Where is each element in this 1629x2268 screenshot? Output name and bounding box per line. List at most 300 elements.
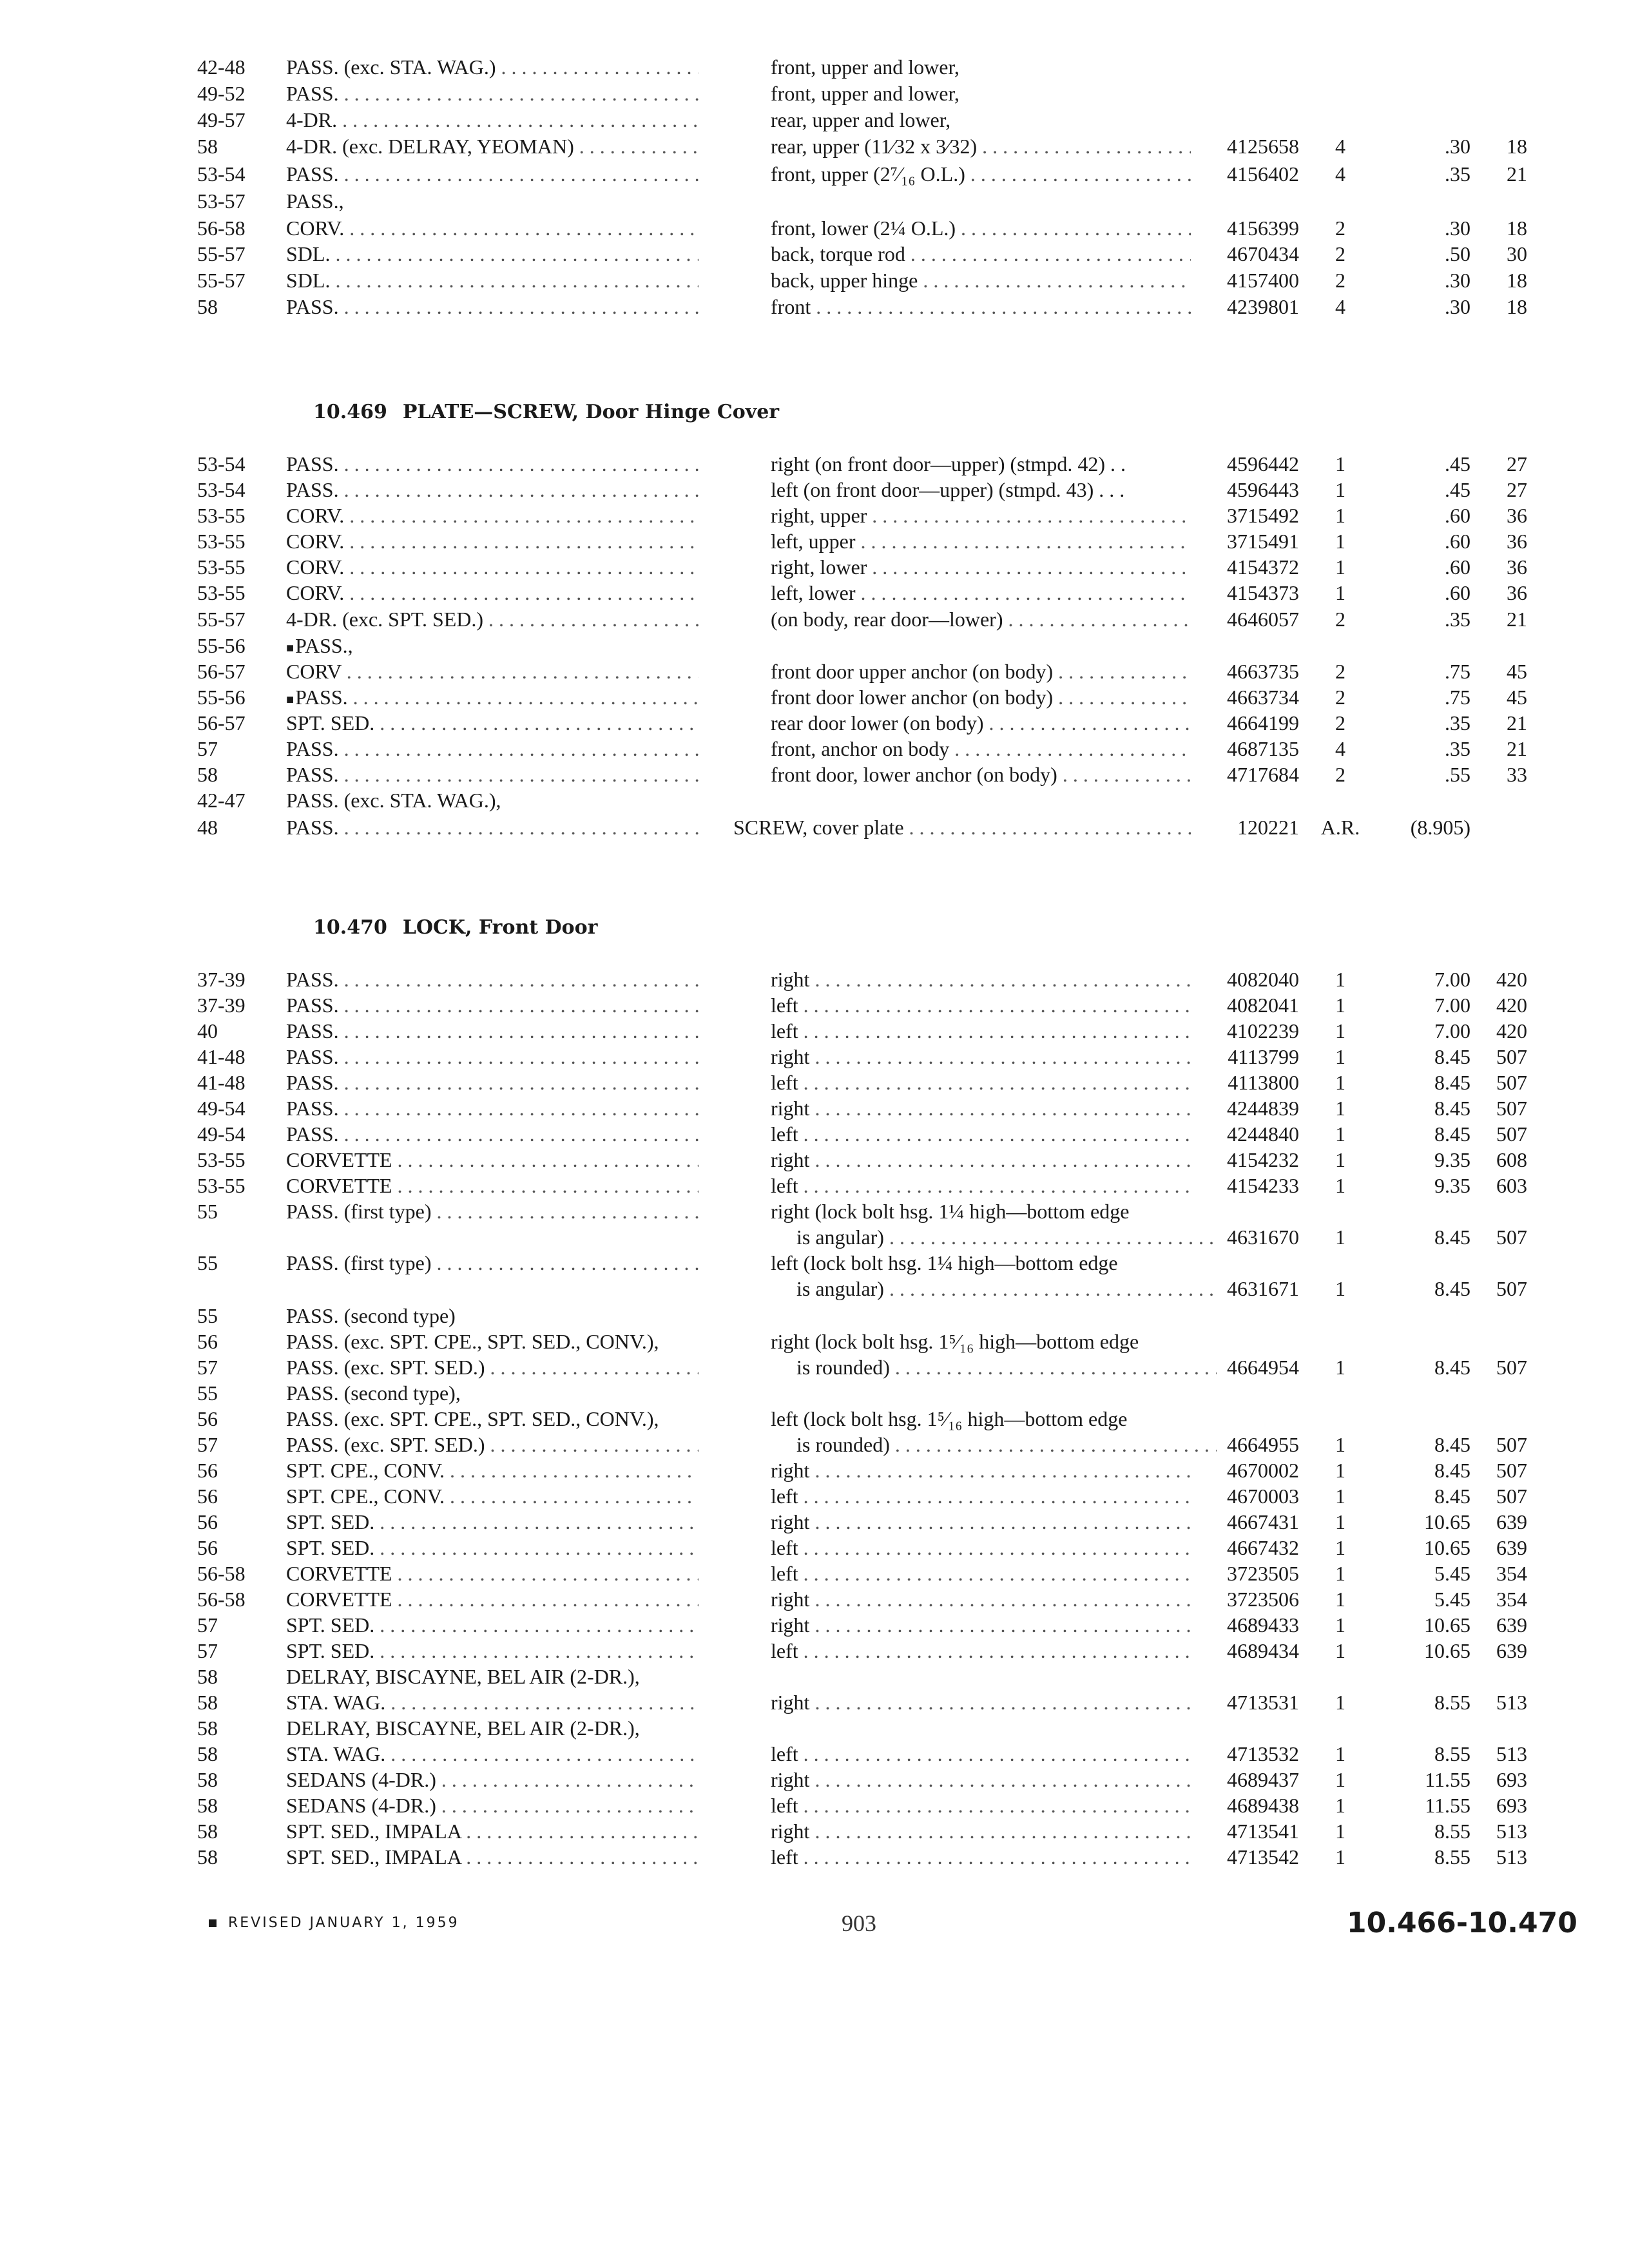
quantity: 2 — [1335, 711, 1345, 735]
part-number: 4713532 — [1227, 1742, 1299, 1765]
flat-rate: 513 — [1496, 1742, 1527, 1765]
model-text: PASS. (exc. SPT. CPE., SPT. SED., CONV.), — [286, 1330, 659, 1353]
flat-rate: 21 — [1507, 711, 1527, 735]
part-number: 4244839 — [1227, 1097, 1299, 1120]
model-year: 37-39 — [197, 968, 246, 991]
model-year: 58 — [197, 763, 218, 786]
flat-rate: 639 — [1496, 1536, 1527, 1559]
part-number: 4689434 — [1227, 1639, 1299, 1662]
list-price: 8.55 — [1434, 1742, 1470, 1765]
model-year: 57 — [197, 1433, 218, 1456]
model-text: PASS. (exc. SPT. CPE., SPT. SED., CONV.), — [286, 1407, 659, 1430]
flat-rate: 507 — [1496, 1356, 1527, 1379]
model-year: 56 — [197, 1330, 218, 1353]
model-application — [286, 294, 699, 320]
model-application — [286, 1354, 699, 1380]
quantity: 1 — [1335, 1510, 1345, 1533]
model-text: PASS. — [286, 1097, 339, 1120]
flat-rate: 36 — [1507, 555, 1527, 579]
model-year: 58 — [197, 1794, 218, 1817]
model-year: 58 — [197, 1691, 218, 1714]
model-text: PASS. — [286, 737, 339, 760]
part-description: right . . . — [771, 966, 1191, 992]
model-text: CORV. — [286, 504, 345, 527]
model-text: SPT. SED. — [286, 1613, 375, 1637]
list-price: 8.45 — [1434, 1071, 1470, 1094]
list-price: 11.55 — [1425, 1768, 1470, 1791]
model-text: PASS., — [295, 634, 353, 657]
flat-rate: 33 — [1507, 763, 1527, 786]
list-price: .55 — [1445, 763, 1470, 786]
parts-row — [0, 658, 1629, 684]
parts-row — [0, 1715, 1629, 1741]
revised-marker-icon: ■ — [286, 692, 294, 707]
model-text: SDL. — [286, 242, 331, 265]
model-application — [286, 762, 699, 787]
model-year: 58 — [197, 295, 218, 318]
model-application — [286, 1792, 699, 1818]
parts-row — [0, 1276, 1629, 1302]
part-description: left (on front door—upper) (stmpd. 43) . . . — [771, 478, 1125, 501]
part-description: left . . . — [771, 992, 1191, 1018]
model-text: CORVETTE — [286, 1148, 392, 1171]
revised-marker-icon: ■ — [286, 640, 294, 655]
model-text: PASS. — [286, 478, 339, 501]
parts-row — [0, 1612, 1629, 1638]
model-year: 55 — [197, 1251, 218, 1274]
section-number: 10.469 — [313, 401, 387, 423]
part-number: 3715491 — [1227, 530, 1299, 553]
flat-rate: 36 — [1507, 530, 1527, 553]
quantity: 1 — [1335, 530, 1345, 553]
revision-text: REVISED JANUARY 1, 1959 — [228, 1915, 459, 1931]
parts-row — [0, 1224, 1629, 1250]
flat-rate: 27 — [1507, 478, 1527, 501]
parts-row — [0, 1741, 1629, 1767]
model-application — [286, 1586, 699, 1612]
model-text: SPT. SED., IMPALA — [286, 1820, 461, 1843]
parts-row — [0, 736, 1629, 762]
model-year: 56-58 — [197, 1588, 246, 1611]
quantity: 2 — [1335, 608, 1345, 631]
part-description: left . . . — [771, 1173, 1191, 1198]
list-price: (8.905) — [1410, 816, 1470, 839]
quantity: A.R. — [1320, 816, 1360, 839]
parts-row — [0, 1406, 1629, 1432]
flat-rate: 420 — [1496, 994, 1527, 1017]
list-price: .75 — [1445, 660, 1470, 683]
list-price: 8.45 — [1434, 1045, 1470, 1068]
part-number: 4239801 — [1227, 295, 1299, 318]
model-text: PASS. — [286, 1045, 339, 1068]
parts-row — [0, 215, 1629, 241]
part-description: left . . . — [771, 1018, 1191, 1044]
model-text: CORV. — [286, 216, 345, 240]
parts-row — [0, 1844, 1629, 1870]
part-number: 4717684 — [1227, 763, 1299, 786]
revision-note — [209, 1907, 459, 1939]
parts-row — [0, 1121, 1629, 1147]
quantity: 1 — [1335, 1148, 1345, 1171]
flat-rate: 639 — [1496, 1613, 1527, 1637]
model-text: CORV. — [286, 555, 345, 579]
parts-row — [0, 992, 1629, 1018]
parts-row — [0, 787, 1629, 813]
part-description: (on body, rear door—lower) . . . — [771, 606, 1191, 632]
model-year: 49-54 — [197, 1122, 246, 1146]
parts-row — [0, 1173, 1629, 1198]
parts-row — [0, 1380, 1629, 1406]
model-text: 4-DR. — [286, 108, 338, 131]
part-number: 4667431 — [1227, 1510, 1299, 1533]
part-number: 4154373 — [1227, 581, 1299, 604]
model-text: SPT. SED., IMPALA — [286, 1845, 461, 1869]
flat-rate: 513 — [1496, 1845, 1527, 1869]
model-text: PASS. (exc. STA. WAG.) — [286, 55, 496, 79]
parts-row — [0, 1198, 1629, 1224]
part-description: front, upper and lower, — [771, 82, 959, 105]
flat-rate: 507 — [1496, 1277, 1527, 1300]
quantity: 2 — [1335, 686, 1345, 709]
flat-rate: 507 — [1496, 1459, 1527, 1482]
flat-rate: 354 — [1496, 1562, 1527, 1585]
parts-row — [0, 1535, 1629, 1561]
model-year: 41-48 — [197, 1045, 246, 1068]
model-text: PASS. — [286, 816, 339, 839]
model-year: 56 — [197, 1536, 218, 1559]
part-description: right . . . — [771, 1689, 1191, 1715]
parts-row — [0, 188, 1629, 214]
list-price: .60 — [1445, 581, 1470, 604]
model-text: 4-DR. (exc. DELRAY, YEOMAN) — [286, 135, 574, 158]
model-year: 53-55 — [197, 530, 246, 553]
part-description: right, upper . . . — [771, 503, 1191, 528]
model-application — [286, 1561, 699, 1586]
section-heading — [313, 915, 597, 941]
section-number: 10.470 — [313, 916, 387, 939]
part-number: 4113799 — [1228, 1045, 1299, 1068]
model-text: CORVETTE — [286, 1174, 392, 1197]
flat-rate: 603 — [1496, 1174, 1527, 1197]
parts-row — [0, 241, 1629, 267]
list-price: .35 — [1445, 711, 1470, 735]
model-text: SPT. SED. — [286, 711, 375, 735]
part-description: right . . . — [771, 1818, 1191, 1844]
quantity: 2 — [1335, 763, 1345, 786]
quantity: 2 — [1335, 242, 1345, 265]
part-description: left . . . — [771, 1121, 1191, 1147]
part-number: 4154372 — [1227, 555, 1299, 579]
model-text: DELRAY, BISCAYNE, BEL AIR (2-DR.), — [286, 1716, 640, 1740]
model-year: 55-57 — [197, 242, 246, 265]
parts-row — [0, 1018, 1629, 1044]
parts-row — [0, 1457, 1629, 1483]
part-description: is rounded) . . . — [771, 1354, 1217, 1380]
parts-row — [0, 1329, 1629, 1354]
quantity: 2 — [1335, 660, 1345, 683]
list-price: 8.55 — [1434, 1691, 1470, 1714]
flat-rate: 36 — [1507, 504, 1527, 527]
model-text: SPT. CPE., CONV. — [286, 1459, 445, 1482]
part-description: right . . . — [771, 1586, 1191, 1612]
quantity: 1 — [1335, 1845, 1345, 1869]
flat-rate: 21 — [1507, 162, 1527, 186]
model-year: 55-57 — [197, 608, 246, 631]
list-price: 8.45 — [1434, 1356, 1470, 1379]
model-application — [286, 133, 699, 159]
model-year: 49-52 — [197, 82, 246, 105]
part-number: 4713531 — [1227, 1691, 1299, 1714]
model-year: 58 — [197, 1820, 218, 1843]
part-number: 3723505 — [1227, 1562, 1299, 1585]
list-price: 10.65 — [1424, 1613, 1470, 1637]
part-description: left (lock bolt hsg. 1⁵⁄₁₆ high—bottom edge — [771, 1407, 1128, 1430]
list-price: 7.00 — [1434, 968, 1470, 991]
model-application — [286, 267, 699, 293]
part-description: front, upper (2⁷⁄₁₆ O.L.) . . . — [771, 161, 1191, 187]
parts-row — [0, 814, 1629, 840]
parts-row — [0, 1044, 1629, 1070]
model-application — [286, 1250, 699, 1276]
part-description: right . . . — [771, 1767, 1191, 1792]
model-application — [286, 1329, 699, 1354]
model-text: CORV — [286, 660, 342, 683]
quantity: 1 — [1335, 1691, 1345, 1714]
model-text: CORVETTE — [286, 1588, 392, 1611]
parts-row — [0, 294, 1629, 320]
flat-rate: 45 — [1507, 686, 1527, 709]
list-price: .75 — [1445, 686, 1470, 709]
model-application — [286, 1303, 699, 1329]
revised-marker-icon — [209, 1919, 217, 1927]
parts-row — [0, 710, 1629, 736]
parts-row — [0, 81, 1629, 106]
parts-row — [0, 1509, 1629, 1535]
model-text: STA. WAG. — [286, 1691, 386, 1714]
model-application — [286, 54, 699, 80]
parts-row — [0, 1483, 1629, 1509]
model-year: 57 — [197, 1356, 218, 1379]
model-application — [286, 451, 699, 477]
part-description: left, upper . . . — [771, 528, 1191, 554]
quantity: 1 — [1335, 581, 1345, 604]
model-text: PASS. — [286, 82, 339, 105]
model-year: 53-55 — [197, 581, 246, 604]
parts-row — [0, 161, 1629, 187]
model-application — [286, 580, 699, 606]
part-description: left . . . — [771, 1561, 1191, 1586]
part-number: 120221 — [1237, 816, 1299, 839]
quantity: 1 — [1335, 1820, 1345, 1843]
part-number: 4689438 — [1227, 1794, 1299, 1817]
model-application — [286, 1147, 699, 1173]
parts-row — [0, 1561, 1629, 1586]
part-description: left . . . — [771, 1638, 1191, 1664]
model-text: CORV. — [286, 581, 345, 604]
model-year: 57 — [197, 1613, 218, 1637]
quantity: 1 — [1335, 1019, 1345, 1043]
part-number: 4631670 — [1227, 1225, 1299, 1249]
part-number: 4713541 — [1227, 1820, 1299, 1843]
model-application — [286, 1664, 699, 1689]
quantity: 1 — [1335, 555, 1345, 579]
part-description: left, lower . . . — [771, 580, 1191, 606]
part-description: left . . . — [771, 1741, 1191, 1767]
flat-rate: 693 — [1496, 1768, 1527, 1791]
part-number: 4125658 — [1227, 135, 1299, 158]
parts-row — [0, 762, 1629, 787]
model-application — [286, 1018, 699, 1044]
parts-row — [0, 1354, 1629, 1380]
model-application — [286, 1741, 699, 1767]
part-description: right, lower . . . — [771, 554, 1191, 580]
quantity: 1 — [1335, 1459, 1345, 1482]
model-application — [286, 161, 699, 187]
quantity: 1 — [1335, 1045, 1345, 1068]
parts-row — [0, 1432, 1629, 1457]
model-text: PASS. — [286, 968, 339, 991]
list-price: .35 — [1445, 162, 1470, 186]
flat-rate: 507 — [1496, 1097, 1527, 1120]
part-description: back, upper hinge . . . — [771, 267, 1191, 293]
model-year: 56-57 — [197, 711, 246, 735]
quantity: 1 — [1335, 1536, 1345, 1559]
part-number: 4244840 — [1227, 1122, 1299, 1146]
section-title: PLATE—SCREW, Door Hinge Cover — [402, 401, 780, 423]
list-price: 9.35 — [1434, 1174, 1470, 1197]
part-number: 4664954 — [1227, 1356, 1299, 1379]
list-price: .60 — [1445, 504, 1470, 527]
quantity: 1 — [1335, 1742, 1345, 1765]
model-year: 55-56 — [197, 686, 246, 709]
flat-rate: 513 — [1496, 1691, 1527, 1714]
model-text: SPT. SED. — [286, 1639, 375, 1662]
flat-rate: 507 — [1496, 1045, 1527, 1068]
parts-row — [0, 107, 1629, 133]
quantity: 1 — [1335, 1639, 1345, 1662]
model-application — [286, 1818, 699, 1844]
model-year: 53-55 — [197, 555, 246, 579]
flat-rate: 354 — [1496, 1588, 1527, 1611]
model-application — [286, 1483, 699, 1509]
section-title: LOCK, Front Door — [402, 916, 598, 939]
model-text: 4-DR. (exc. SPT. SED.) — [286, 608, 484, 631]
model-year: 57 — [197, 1639, 218, 1662]
model-text: PASS. — [286, 1122, 339, 1146]
model-text: SDL. — [286, 269, 331, 292]
model-text: PASS. — [286, 994, 339, 1017]
model-text: CORVETTE — [286, 1562, 392, 1585]
model-application — [286, 81, 699, 106]
parts-row — [0, 1792, 1629, 1818]
model-year: 42-47 — [197, 789, 246, 812]
model-application — [286, 215, 699, 241]
quantity: 1 — [1335, 1562, 1345, 1585]
model-text: PASS. (second type) — [286, 1304, 456, 1327]
part-number: 3715492 — [1227, 504, 1299, 527]
model-application — [286, 188, 699, 214]
flat-rate: 18 — [1507, 269, 1527, 292]
model-year: 56-57 — [197, 660, 246, 683]
flat-rate: 507 — [1496, 1225, 1527, 1249]
quantity: 1 — [1335, 968, 1345, 991]
parts-row — [0, 1250, 1629, 1276]
quantity: 2 — [1335, 216, 1345, 240]
part-description: left . . . — [771, 1483, 1191, 1509]
parts-row — [0, 1070, 1629, 1095]
part-description: right . . . — [771, 1147, 1191, 1173]
quantity: 4 — [1335, 737, 1345, 760]
model-application — [286, 658, 699, 684]
model-application — [286, 1715, 699, 1741]
list-price: .30 — [1445, 269, 1470, 292]
model-year: 58 — [197, 1716, 218, 1740]
model-application — [286, 1406, 699, 1432]
model-text: PASS. (first type) — [286, 1251, 432, 1274]
model-application — [286, 1535, 699, 1561]
list-price: .30 — [1445, 295, 1470, 318]
model-application — [286, 710, 699, 736]
quantity: 1 — [1335, 1277, 1345, 1300]
model-year: 56 — [197, 1407, 218, 1430]
quantity: 1 — [1335, 1225, 1345, 1249]
model-year: 56 — [197, 1485, 218, 1508]
part-number: 4687135 — [1227, 737, 1299, 760]
part-description: right . . . — [771, 1457, 1191, 1483]
model-year: 57 — [197, 737, 218, 760]
model-application — [286, 107, 699, 133]
model-text: SPT. SED. — [286, 1510, 375, 1533]
model-application — [286, 966, 699, 992]
quantity: 1 — [1335, 1613, 1345, 1637]
parts-row — [0, 966, 1629, 992]
quantity: 1 — [1335, 1433, 1345, 1456]
section-heading — [313, 399, 779, 425]
list-price: 8.45 — [1434, 1097, 1470, 1120]
part-description: front, lower (2¼ O.L.) . . . — [771, 215, 1191, 241]
part-description: right . . . — [771, 1044, 1191, 1070]
model-year: 53-54 — [197, 452, 246, 476]
flat-rate: 507 — [1496, 1485, 1527, 1508]
quantity: 1 — [1335, 452, 1345, 476]
parts-row — [0, 606, 1629, 632]
quantity: 1 — [1335, 1768, 1345, 1791]
model-application — [286, 1380, 699, 1406]
part-description: right (lock bolt hsg. 1¼ high—bottom edge — [771, 1200, 1130, 1223]
list-price: .60 — [1445, 555, 1470, 579]
model-application — [286, 1638, 699, 1664]
part-description: front door upper anchor (on body) . . . — [771, 658, 1191, 684]
model-application — [286, 554, 699, 580]
parts-row — [0, 528, 1629, 554]
parts-row — [0, 1303, 1629, 1329]
model-text: CORV. — [286, 530, 345, 553]
quantity: 1 — [1335, 1794, 1345, 1817]
list-price: 10.65 — [1424, 1536, 1470, 1559]
part-number: 4156402 — [1227, 162, 1299, 186]
model-application — [286, 1121, 699, 1147]
model-year: 58 — [197, 1768, 218, 1791]
flat-rate: 608 — [1496, 1148, 1527, 1171]
model-text: PASS. (second type), — [286, 1381, 461, 1405]
list-price: 7.00 — [1434, 994, 1470, 1017]
model-year: 55-57 — [197, 269, 246, 292]
model-year: 55-56 — [197, 634, 246, 657]
part-number: 4631671 — [1227, 1277, 1299, 1300]
list-price: 9.35 — [1434, 1148, 1470, 1171]
part-number: 4102239 — [1227, 1019, 1299, 1043]
part-description: is angular) . . . — [771, 1276, 1217, 1302]
